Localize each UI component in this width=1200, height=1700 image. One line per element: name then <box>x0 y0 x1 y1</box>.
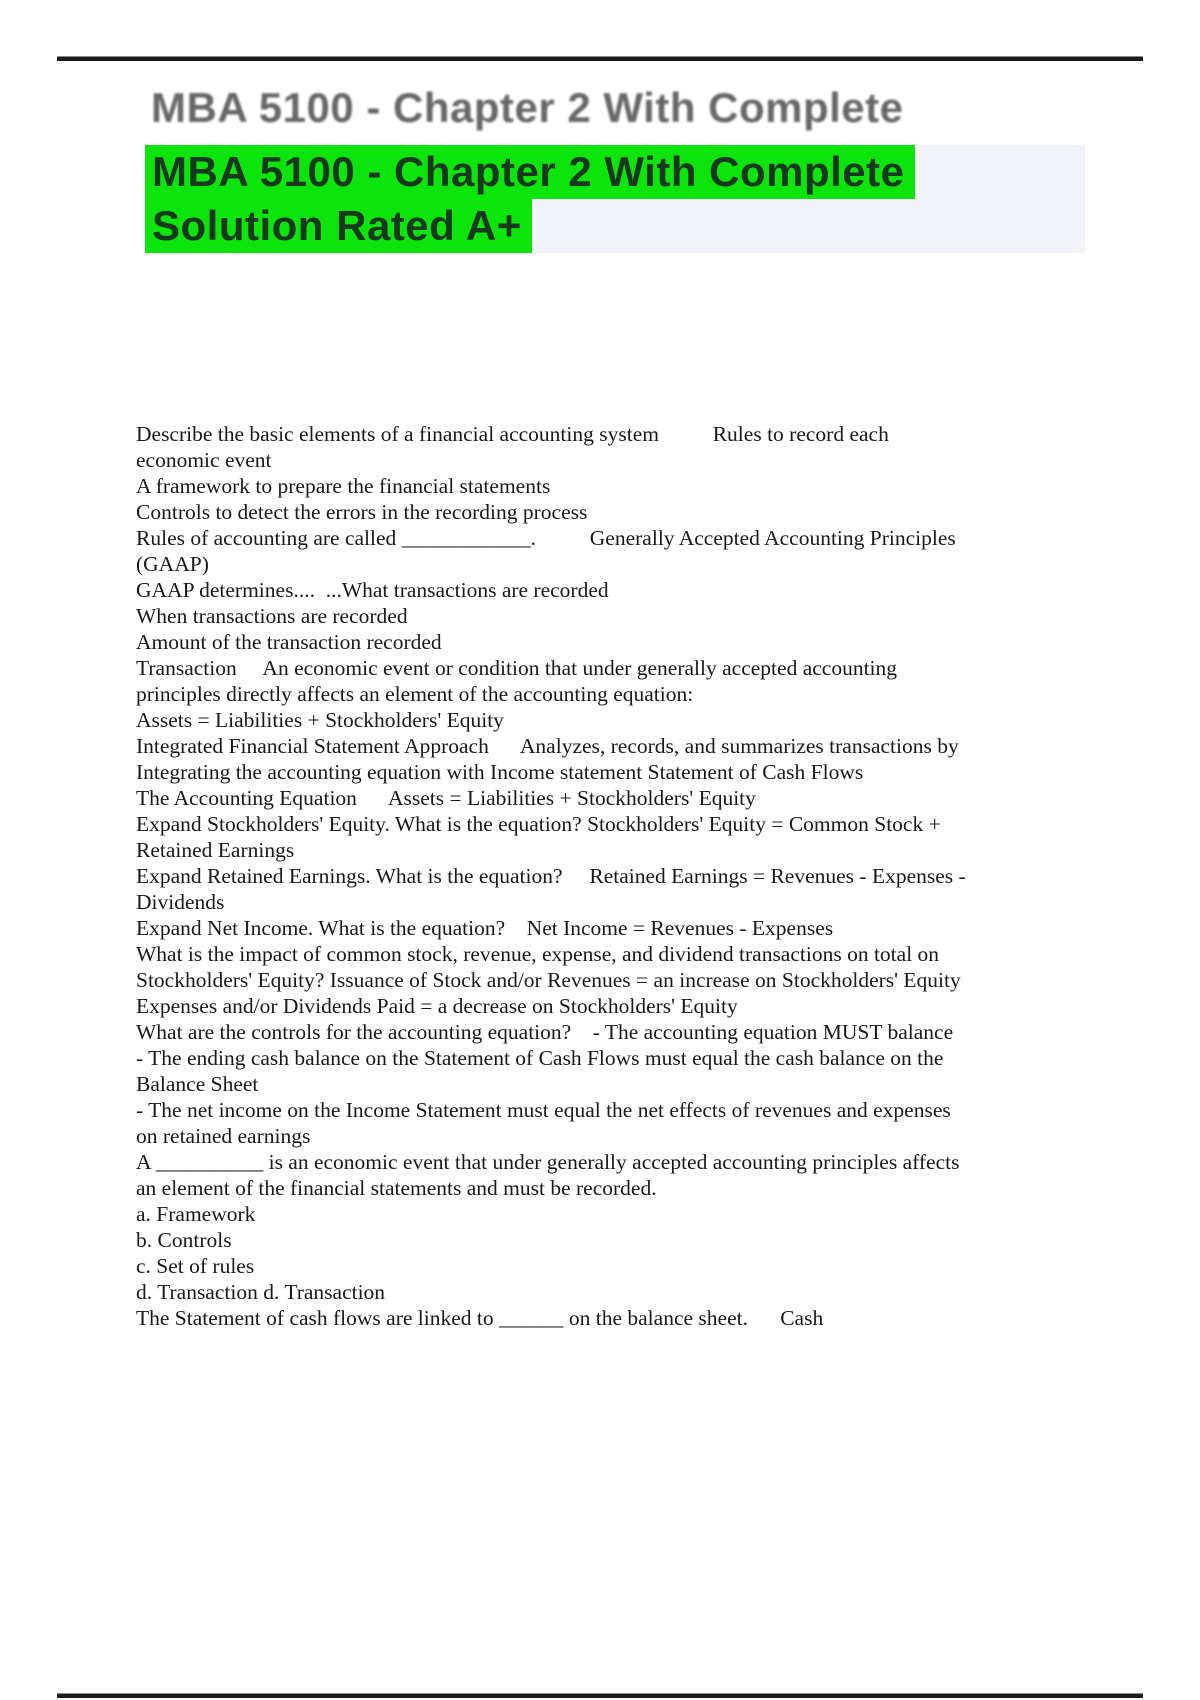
text-line: GAAP determines.... ...What transactions are recorded <box>136 578 609 602</box>
text-line: Expand Stockholders' Equity. What is the equation? Stockholders' Equity = Common Stock + <box>136 812 941 836</box>
top-rule <box>57 56 1143 61</box>
title-row-1 <box>145 145 1085 199</box>
title-row-2 <box>145 199 1085 253</box>
text-line: Expand Retained Earnings. What is the equation? Retained Earnings = Revenues - Expenses - <box>136 864 966 888</box>
text-line: What are the controls for the accounting equation? - The accounting equation MUST balance <box>136 1020 954 1044</box>
text-line: Expenses and/or Dividends Paid = a decrease on Stockholders' Equity <box>136 994 738 1018</box>
text-line: Rules of accounting are called ____________. Generally Accepted Accounting Principles <box>136 526 956 550</box>
text-line: What is the impact of common stock, revenue, expense, and dividend transactions on total on <box>136 942 940 966</box>
text-line: Assets = Liabilities + Stockholders' Equity <box>136 708 504 732</box>
text-line: Balance Sheet <box>136 1072 259 1096</box>
text-line: on retained earnings <box>136 1124 311 1148</box>
text-line: - The net income on the Income Statement must equal the net effects of revenues and expenses <box>136 1098 951 1122</box>
page-title-line-2: Solution Rated A+ <box>145 199 532 253</box>
text-line: a. Framework <box>136 1202 256 1226</box>
text-line: Stockholders' Equity? Issuance of Stock and/or Revenues = an increase on Stockholders' Equity <box>136 968 961 992</box>
text-line: Integrated Financial Statement Approach Analyzes, records, and summarizes transactions by <box>136 734 959 758</box>
text-line: - The ending cash balance on the Statement of Cash Flows must equal the cash balance on the <box>136 1046 944 1070</box>
text-line: The Statement of cash flows are linked to ______ on the balance sheet. Cash <box>136 1306 824 1330</box>
text-line: Describe the basic elements of a financial accounting system Rules to record each <box>136 422 889 446</box>
text-line: principles directly affects an element of the accounting equation: <box>136 682 694 706</box>
text-line: c. Set of rules <box>136 1254 255 1278</box>
text-line: Transaction An economic event or condition that under generally accepted accounting <box>136 656 898 680</box>
text-line: Expand Net Income. What is the equation? Net Income = Revenues - Expenses <box>136 916 834 940</box>
text-line: Amount of the transaction recorded <box>136 630 442 654</box>
text-line: A framework to prepare the financial statements <box>136 474 551 498</box>
text-line: economic event <box>136 448 272 472</box>
text-line: A __________ is an economic event that under generally accepted accounting principles affects <box>136 1150 960 1174</box>
text-line: (GAAP) <box>136 552 209 576</box>
text-line: d. Transaction d. Transaction <box>136 1280 386 1304</box>
text-line: When transactions are recorded <box>136 604 408 628</box>
text-line: an element of the financial statements and must be recorded. <box>136 1176 657 1200</box>
cropped-title-echo <box>151 84 951 134</box>
title-panel <box>145 145 1085 253</box>
page-title-line-1: MBA 5100 - Chapter 2 With Complete <box>145 145 915 199</box>
cropped-title-echo-text: MBA 5100 - Chapter 2 With Complete <box>151 84 904 131</box>
text-line: Integrating the accounting equation with Income statement Statement of Cash Flows <box>136 760 864 784</box>
text-line: Retained Earnings <box>136 838 295 862</box>
document-body <box>136 421 1086 1331</box>
text-line: Controls to detect the errors in the recording process <box>136 500 588 524</box>
text-line: Dividends <box>136 890 225 914</box>
bottom-rule <box>57 1693 1143 1698</box>
text-line: b. Controls <box>136 1228 232 1252</box>
text-line: The Accounting Equation Assets = Liabilities + Stockholders' Equity <box>136 786 756 810</box>
